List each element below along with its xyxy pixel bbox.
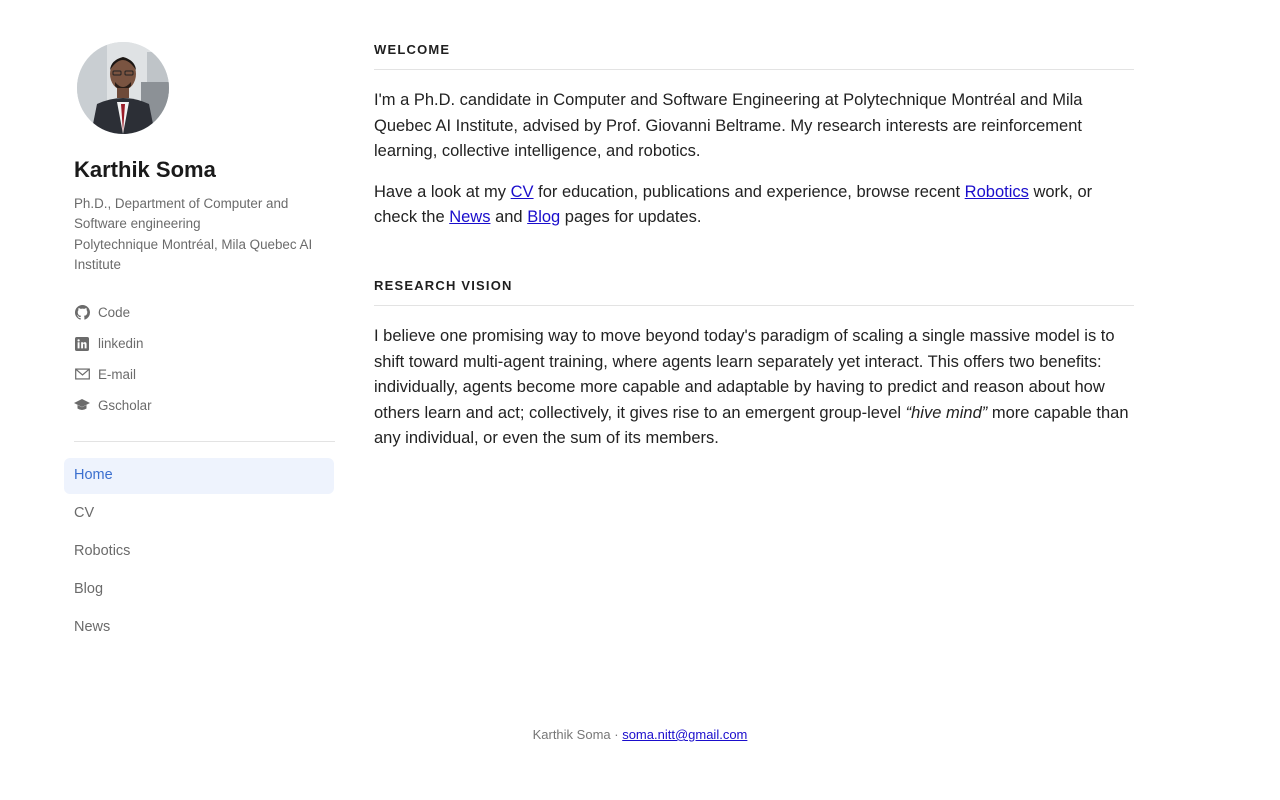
research-vision-text (374, 324, 1134, 452)
link-linkedin-label: linkedin (98, 336, 144, 352)
robotics-link[interactable]: Robotics (964, 182, 1029, 201)
text-fragment: for education, publications and experience, browse recent (533, 182, 965, 201)
footer (0, 727, 1280, 742)
avatar-photo (77, 42, 169, 134)
nav-item-blog[interactable]: Blog (74, 581, 104, 598)
welcome-navigation-text (374, 180, 1134, 231)
linkedin-icon (74, 336, 90, 352)
graduation-cap-icon (74, 397, 90, 413)
profile-links (74, 298, 334, 421)
text-fragment: work, or check the (374, 182, 1093, 227)
nav-item-cv[interactable]: CV (74, 505, 95, 522)
footer-email-link[interactable]: soma.nitt@gmail.com (622, 727, 748, 742)
research-vision-section (374, 278, 1134, 452)
sidebar-nav (64, 458, 334, 646)
welcome-heading: WELCOME (374, 42, 1134, 70)
sidebar-divider (74, 441, 335, 442)
sidebar (64, 42, 334, 648)
profile-name: Karthik Soma (74, 157, 216, 182)
avatar (77, 42, 169, 134)
link-gscholar-label: Gscholar (98, 397, 152, 413)
link-gscholar[interactable] (74, 390, 334, 421)
research-vision-heading: RESEARCH VISION (374, 278, 1134, 306)
cv-link[interactable]: CV (510, 182, 534, 201)
link-email-label: E-mail (98, 366, 136, 382)
text-fragment: pages for updates. (560, 208, 702, 227)
nav-item-robotics[interactable]: Robotics (74, 543, 131, 560)
footer-name: Karthik Soma (532, 727, 611, 742)
hive-mind-emphasis: “hive mind” (905, 403, 988, 422)
nav-item-news[interactable]: News (74, 619, 111, 636)
link-code-label: Code (98, 305, 131, 321)
welcome-intro: I'm a Ph.D. candidate in Computer and Software Engineering at Polytechnique Montréal and Mila Quebec AI Institute, advised by Prof. Giovanni Beltrame. My research interests are reinforcement learning, collective intelligence, and robotics. (374, 91, 1083, 161)
profile-affiliation (74, 194, 326, 276)
affiliation-department: Ph.D., Department of Computer and Software engineering (74, 196, 289, 232)
main-content (374, 42, 1134, 452)
link-code[interactable] (74, 298, 334, 329)
footer-separator: · (610, 727, 623, 742)
envelope-icon (74, 366, 90, 382)
affiliation-institution: Polytechnique Montréal, Mila Quebec AI Institute (74, 236, 313, 273)
link-linkedin[interactable] (74, 328, 334, 359)
text-fragment: and (490, 208, 528, 227)
text-fragment: I believe one promising way to move beyond today's paradigm of scaling a single massive model is to shift toward multi-agent training, where agents learn separately yet interact. This offers two benefits: individually, agents become more capable and adaptable by having to predict and reason about how others learn and act; collectively, it gives rise to an emergent group-level (374, 326, 1115, 422)
welcome-section (374, 42, 1134, 231)
text-fragment: more capable than any individual, or even the sum of its members. (374, 403, 1129, 448)
blog-link[interactable]: Blog (527, 208, 561, 227)
link-email[interactable] (74, 359, 334, 390)
nav-item-home[interactable]: Home (64, 458, 334, 494)
news-link[interactable]: News (449, 208, 491, 227)
text-fragment: Have a look at my (374, 182, 511, 201)
github-icon (74, 305, 90, 321)
